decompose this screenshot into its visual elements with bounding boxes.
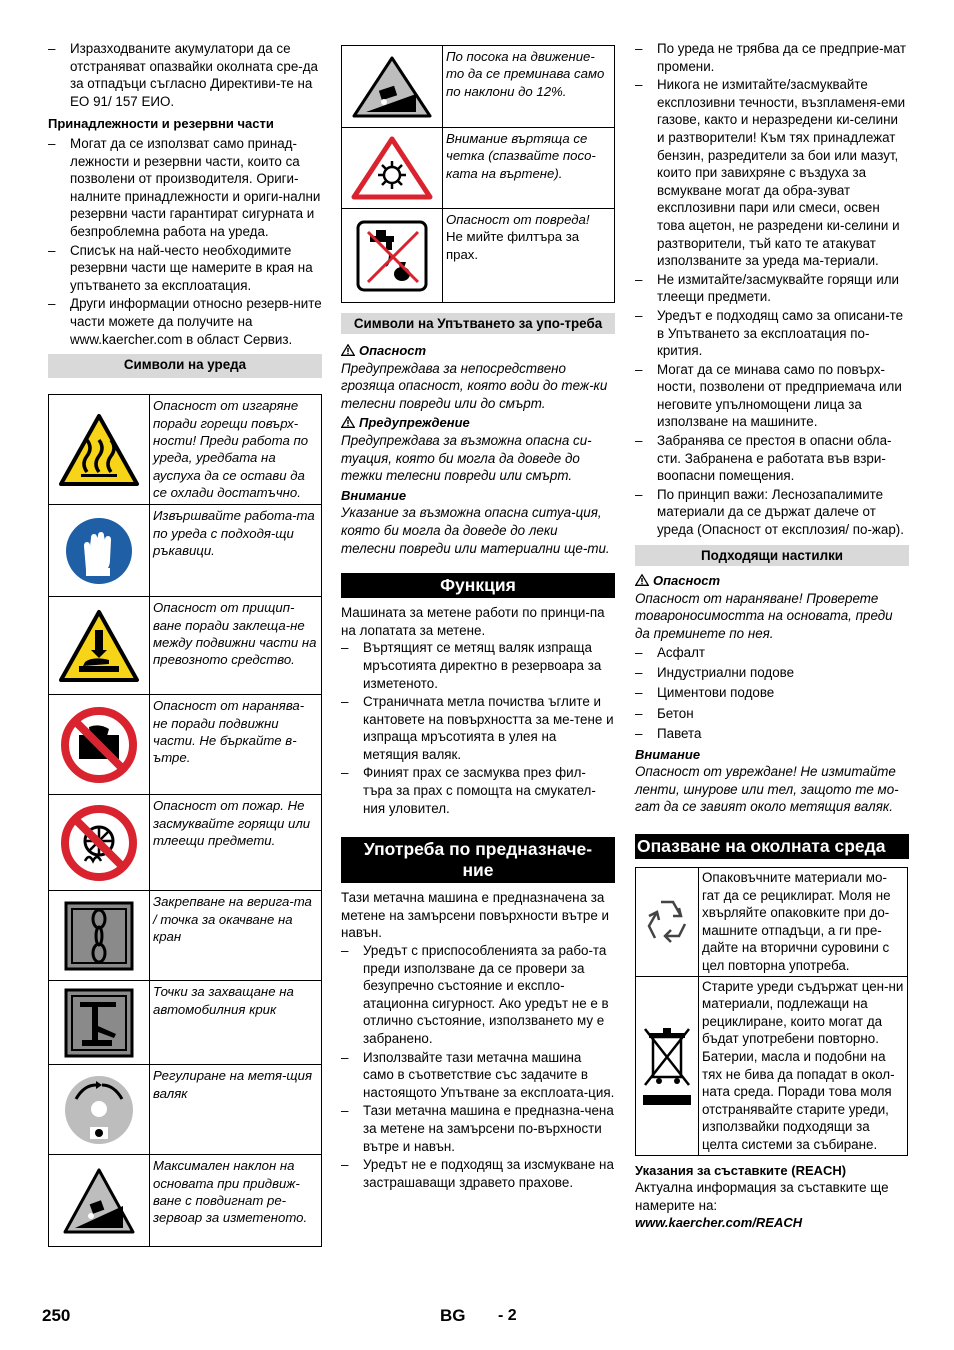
reach-text: Актуална информация за съставките ще намерите на:: [635, 1180, 889, 1213]
list-item: – Уредът е подходящ само за описани-те в Упътването за експлоатация по-крития.: [635, 307, 909, 360]
symbol-text: Опасност от изгаряне поради горещи повърх-ности! Преди работа по уреда, уредбата на ауспуха да се остави да се охлади достатъчно.: [150, 395, 322, 505]
env-table: [635, 867, 908, 1156]
table-row: [49, 395, 322, 505]
danger-label: Опасност: [653, 573, 721, 589]
device-symbols-heading: Символи на уреда: [48, 354, 322, 378]
accessories-heading: Принадлежности и резервни части: [48, 116, 274, 132]
symbol-text: Точки за захващане на автомобилния крик: [150, 981, 322, 1065]
symbol-text: [443, 209, 615, 303]
table-row: [49, 981, 322, 1065]
list-item: – Асфалт: [635, 643, 909, 662]
symbol-text: Максимален наклон на основата при придвиж-ване с повдигнат ре-зервоар за изметеното.: [150, 1155, 322, 1247]
caution-notice: [341, 487, 615, 557]
intended-use-list: [341, 942, 615, 1191]
slope-direction-icon: [342, 46, 443, 128]
env-text: Старите уреди съдържат цен-ни материали, подлежащи на рециклиране, които могат да бъдат употребени повторно. Батерии, масла и подобни на тях не бива да попадат в окол-ната среда. Поради това моля отстранявайте старите уреди, използвайки подходящи за целта системи за събиране.: [699, 976, 908, 1155]
list-item: – Циментови подове: [635, 683, 909, 702]
no-wash-filter-icon: [342, 209, 443, 303]
danger-text: Предупреждава за непосредствено грозяща опасност, която води до теж-ки телесни повреди или до смърт.: [341, 360, 608, 411]
recycle-icon: [636, 868, 699, 977]
list-item: – Павета: [635, 724, 909, 743]
symbol-text-italic: Опасност от повреда!: [446, 212, 590, 227]
safety-list: [635, 40, 909, 539]
surfaces-caution-notice: [635, 746, 909, 816]
table-row: [49, 597, 322, 695]
list-item: – Не измитайте/засмуквайте горящи или тлеещи предмети.: [635, 271, 909, 306]
symbol-text: Опасност от наранява-не поради подвижни части. Не бъркайте в-ътре.: [150, 695, 322, 795]
list-item: – Използвайте тази метачна машина само в съответствие със задачите в настоящото Упътване за експлоата-ция.: [341, 1049, 615, 1102]
column-2: [341, 45, 615, 1192]
warning-notice: [341, 414, 615, 484]
column-3: [635, 40, 909, 1232]
caution-text: Указание за възможна опасна ситуа-ция, която би могла да доведе до леки телесни повреди или материални ще-ти.: [341, 505, 610, 556]
manual-symbols-heading: Символи на Упътването за упо-треба: [341, 313, 615, 334]
table-row: [49, 1065, 322, 1155]
table-row: [342, 128, 615, 209]
list-item: – Списък на най-често необходимите резервни части ще намерите в края на упътването за експлоатация.: [48, 242, 322, 295]
device-symbols-table: [48, 394, 322, 1247]
crushing-hazard-icon: [49, 597, 150, 695]
caution-label: Внимание: [341, 487, 407, 503]
symbol-text: По посока на движение-то да се преминава само по наклони до 12%.: [443, 46, 615, 128]
symbol-text: Закрепване на верига-та / точка за окачване на кран: [150, 891, 322, 981]
symbol-text: Извършвайте работа-та по уреда с подходя-щи ръкавици.: [150, 505, 322, 597]
list-item: – Бетон: [635, 704, 909, 723]
list-item: – Финият прах се засмуква през фил-търа за прах с помощта на смукател-ния уловител.: [341, 764, 615, 817]
page-number: 250: [42, 1306, 71, 1325]
list-item: – Никога не измитайте/засмуквайте експлозивни течности, възпламеня-еми газове, както и неразредени ки-селини и разтворители! Към тях принадлежат бензин, разредители за бои или мазут, които при завихряне с въздуха за всмукване могат да обра-зуват експлозивни пари или смеси, освен това ацетон, не разредени ки-селини и разтворители, тъй като те атакуват използваните за уреда ма-териали.: [635, 76, 909, 270]
symbol-text: Регулиране на метя-щия валяк: [150, 1065, 322, 1155]
chain-lashing-point-icon: [49, 891, 150, 981]
intended-use-intro: Тази метачна машина е предназначена за метене на замърсени повърхности вътре и навън.: [341, 890, 609, 941]
list-item: – Тази метачна машина е предназна-чена за метене на замърсени по-върхности вътре и навън.: [341, 1102, 615, 1155]
caution-label: Внимание: [635, 746, 701, 762]
function-heading: Функция: [341, 573, 615, 598]
table-row: [49, 1155, 322, 1247]
danger-notice: [341, 342, 615, 412]
symbol-text: Опасност от прищип-ване поради заклеща-не между подвижни части на превозното средство.: [150, 597, 322, 695]
table-row: [49, 695, 322, 795]
function-list: [341, 639, 615, 817]
function-intro: Машината за метене работи по принци-па на лопатата за метене.: [341, 605, 605, 638]
warning-triangle-icon: [341, 416, 355, 428]
list-item: – Могат да се минава само по повърх-ности, позволени от предприемача или неговите упълномощени лица за използване на машините.: [635, 361, 909, 431]
table-row: [342, 46, 615, 128]
warning-label: Предупреждение: [359, 415, 470, 431]
env-text: Опаковъчните материали мо-гат да се рециклират. Моля не хвърляйте опаковките при до-машните отпадъци, а ги пре-дайте на вторични суровини с цел повторна употреба.: [699, 868, 908, 977]
warning-text: Предупреждава за възможна опасна си-туация, която би могла да доведе до тежки телесни повреди или смърт.: [341, 432, 592, 484]
column-1: [48, 40, 322, 1247]
list-item: – Могат да се използват само принад-лежности и резервни части, които са позволени от производителя. Ориги-налните принадлежности и ориги-нални резервни части гарантират сигурната и безпроблемна работа на уреда.: [48, 135, 322, 241]
table-row: [636, 976, 908, 1155]
surfaces-danger-notice: [635, 572, 909, 642]
list-item: – Страничната метла почиства ъглите и кантовете на повърхността за ме-тене и изпраща мръсотията в улея на метящия валяк.: [341, 693, 615, 763]
danger-text: Опасност от нараняване! Проверете товароносимостта на основата, преди да преминете по нея.: [635, 590, 893, 641]
max-slope-icon: [49, 1155, 150, 1247]
list-item: – По принцип важи: Леснозапалимите материали да се държат далече от уреда (Опасност от експлозия/ по-жар).: [635, 486, 909, 539]
table-row: [49, 891, 322, 981]
roller-adjust-icon: [49, 1065, 150, 1155]
reach-link[interactable]: www.kaercher.com/REACH: [635, 1215, 803, 1231]
table-row: [49, 505, 322, 597]
list-item: – Индустриални подове: [635, 663, 909, 682]
table-row: [636, 868, 908, 977]
danger-label: Опасност: [359, 343, 427, 358]
disposal-list: [48, 40, 322, 110]
reach-heading: Указания за съставките (REACH): [635, 1162, 847, 1178]
crossed-bin-icon: [636, 976, 699, 1155]
accessories-list: [48, 135, 322, 348]
list-item: – Други информации относно резерв-ните части можете да получите на www.kaercher.com в област Сервиз.: [48, 295, 322, 348]
no-reach-in-icon: [49, 695, 150, 795]
jack-point-icon: [49, 981, 150, 1065]
list-item: – Изразходваните акумулатори да се отстраняват опазвайки околната сре-да за отпадъци съгласно Директиви-те на ЕО 91/ 157 ЕИО.: [48, 40, 322, 110]
list-item: – Уредът не е подходящ за изсмукване на застрашаващи здравето прахове.: [341, 1156, 615, 1191]
hot-surface-warning-icon: [49, 395, 150, 505]
device-symbols-table-continued: [341, 45, 615, 303]
language-code: BG: [440, 1306, 466, 1325]
rotating-brush-icon: [342, 128, 443, 209]
list-item: – Въртящият се метящ валяк изпраща мръсотията директно в резервоара за изметеното.: [341, 639, 615, 692]
env-heading: Опазване на околната среда: [635, 834, 909, 859]
intended-use-heading: Употреба по предназначе-ние: [341, 837, 615, 883]
surfaces-list: [635, 643, 909, 744]
wear-gloves-icon: [49, 505, 150, 597]
warning-triangle-icon: [635, 574, 649, 586]
table-row: [49, 795, 322, 891]
table-row: [342, 209, 615, 303]
symbol-text: Опасност от пожар. Не засмуквайте горящи или тлеещи предмети.: [150, 795, 322, 891]
surfaces-heading: Подходящи настилки: [635, 545, 909, 567]
list-item: – По уреда не трябва да се предприе-мат промени.: [635, 40, 909, 75]
list-item: – Забранява се престоя в опасни обла-сти. Забранена е работата във взри-воопасни помещения.: [635, 432, 909, 485]
section-number: - 2: [498, 1307, 517, 1324]
no-burning-objects-icon: [49, 795, 150, 891]
warning-triangle-icon: [341, 344, 355, 356]
caution-text: Опасност от увреждане! Не измитайте ленти, шнурове или тел, защото те мо-гат да се завият около метящия валяк.: [635, 764, 899, 815]
symbol-text-normal: Не мийте филтъра за прах.: [446, 229, 580, 262]
list-item: – Уредът с приспособленията за рабо-та преди използване да се провери за безупречно състояние и експло-атационна сигурност. Ако уредът не е в отлично състояние, използването му е забранено.: [341, 942, 615, 1048]
symbol-text: Внимание въртяща се четка (спазвайте посо-ката на въртене).: [443, 128, 615, 209]
